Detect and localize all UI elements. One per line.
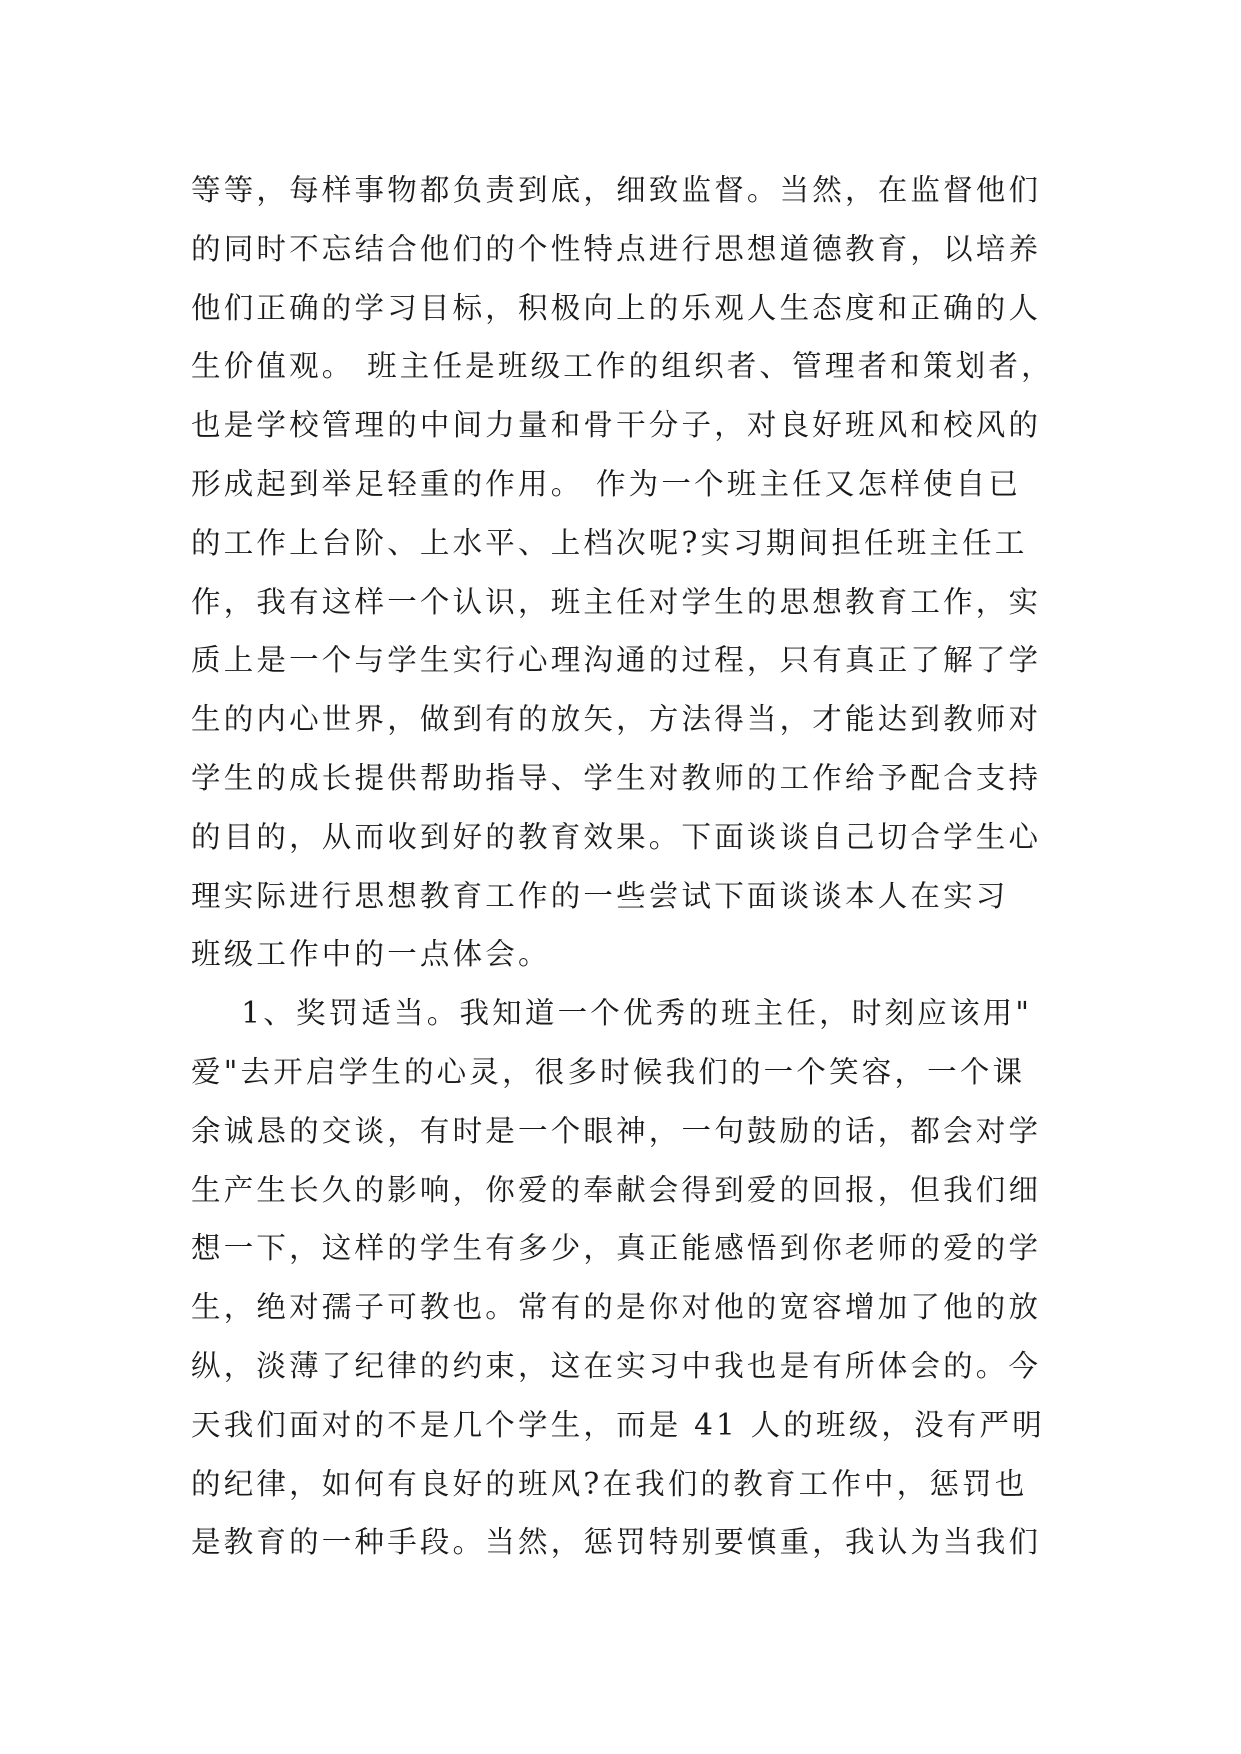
- text-line: 的纪律，如何有良好的班风?在我们的教育工作中，惩罚也: [191, 1466, 1028, 1501]
- text-line: 生，绝对孺子可教也。常有的是你对他的宽容增加了他的放: [191, 1290, 1042, 1325]
- document-body: [191, 161, 1054, 1572]
- text-line: 也是学校管理的中间力量和骨干分子，对良好班风和校风的: [191, 408, 1042, 443]
- text-line: 是教育的一种手段。当然，惩罚特别要慎重，我认为当我们: [191, 1525, 1042, 1560]
- text-line: 生价值观。 班主任是班级工作的组织者、管理者和策划者，: [191, 349, 1054, 384]
- text-line: 生产生长久的影响，你爱的奉献会得到爱的回报，但我们细: [191, 1172, 1042, 1207]
- text-line: 的同时不忘结合他们的个性特点进行思想道德教育，以培养: [191, 231, 1042, 266]
- text-line: 形成起到举足轻重的作用。 作为一个班主任又怎样使自已: [191, 466, 1022, 501]
- paragraph-2: [191, 984, 1051, 1572]
- text-line: 理实际进行思想教育工作的一些尝试下面谈谈本人在实习: [191, 878, 1009, 913]
- text-line: 生的内心世界，做到有的放矢，方法得当，才能达到教师对: [191, 702, 1042, 737]
- text-line: 1、奖罚适当。我知道一个优秀的班主任，时刻应该用": [191, 996, 1033, 1031]
- text-line: 班级工作中的一点体会。: [191, 937, 551, 972]
- text-line: 质上是一个与学生实行心理沟通的过程，只有真正了解了学: [191, 643, 1042, 678]
- text-line: 天我们面对的不是几个学生，而是 41 人的班级，没有严明: [191, 1407, 1045, 1442]
- text-line: 作，我有这样一个认识，班主任对学生的思想教育工作，实: [191, 584, 1042, 619]
- text-line: 的目的，从而收到好的教育效果。下面谈谈自己切合学生心: [191, 819, 1042, 854]
- text-line: 学生的成长提供帮助指导、学生对教师的工作给予配合支持: [191, 760, 1042, 795]
- text-line: 想一下，这样的学生有多少，真正能感悟到你老师的爱的学: [191, 1231, 1042, 1266]
- paragraph-1: [191, 161, 1054, 984]
- text-line: 余诚恳的交谈，有时是一个眼神，一句鼓励的话，都会对学: [191, 1113, 1042, 1148]
- text-line: 他们正确的学习目标，积极向上的乐观人生态度和正确的人: [191, 290, 1042, 325]
- text-line: 等等，每样事物都负责到底，细致监督。当然，在监督他们: [191, 173, 1042, 207]
- text-line: 纵，淡薄了纪律的约束，这在实习中我也是有所体会的。今: [191, 1348, 1042, 1383]
- text-line: 爱"去开启学生的心灵，很多时候我们的一个笑容，一个课: [191, 1054, 1026, 1089]
- text-line: 的工作上台阶、上水平、上档次呢?实习期间担任班主任工: [191, 525, 1028, 560]
